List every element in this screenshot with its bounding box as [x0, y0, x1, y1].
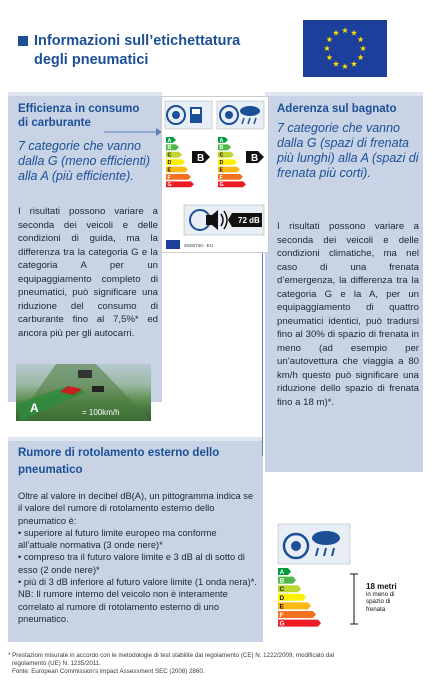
scale-letter-B: B — [219, 145, 224, 152]
scale-letter-A: A — [167, 137, 172, 144]
page-title — [34, 32, 274, 70]
eu-star — [326, 36, 332, 42]
road-image — [16, 364, 151, 421]
page-title-line1: Informazioni sull’etichettatura — [34, 33, 241, 49]
eu-star — [342, 27, 348, 33]
fuel-title: Efficienza in consumo di carburante — [18, 103, 140, 129]
wet-lead: 7 categorie che vanno dalla G (spazi di frenata più lunghi) alla A (spazi di frenata più corti). — [277, 121, 419, 180]
scale-letter-F: F — [279, 612, 284, 619]
noise-intro: Oltre al valore in decibel dB(A), un pittogramma indica se il valore del rumore di rotolamento esterno dello pneumatico è: — [18, 491, 254, 526]
eu-star — [333, 30, 339, 36]
scale-letter-C: C — [279, 586, 285, 594]
scale-letter-E: E — [279, 603, 284, 611]
scale-letter-G: G — [279, 620, 285, 628]
braking-desc-1: in meno di — [366, 591, 395, 598]
noise-bullet-2: • compreso tra il futuro valore limite e 3 dB al di sotto di esso (2 onde nere)* — [18, 552, 245, 575]
noise-body — [18, 490, 258, 625]
braking-desc-3: frenata — [366, 605, 386, 613]
scale-letter-E: E — [219, 167, 224, 174]
braking-distance: 18 metri — [366, 582, 397, 591]
fuel-arrow — [104, 110, 164, 140]
braking-graphic — [270, 520, 410, 640]
wet-title: Aderenza sul bagnato — [277, 103, 397, 115]
footnote-line1: * Prestazioni misurate in accordo con le metodologie di test stabilite dal regolamento (CE) N. 1222/2009, modificato dal — [8, 652, 335, 659]
road-graphic — [16, 364, 151, 421]
scale-letter-D: D — [219, 160, 224, 166]
scale-letter-F: F — [219, 174, 223, 181]
scale-letter-C: C — [219, 152, 224, 159]
eu-star — [358, 36, 364, 42]
tyre-label-graphic — [162, 97, 268, 252]
scale-letter-D: D — [279, 594, 285, 602]
eu-mini-flag — [166, 240, 180, 249]
eu-star — [324, 45, 330, 51]
eu-flag-stars — [303, 20, 387, 77]
eu-star — [358, 54, 364, 60]
eu-flag-icon — [303, 20, 387, 77]
noise-value-text: 72 dB — [238, 216, 260, 225]
scale-bar-F — [278, 611, 316, 618]
footnote-line2: regolamento (UE) N. 1235/2011. — [12, 660, 101, 668]
noise-bullet-3: • più di 3 dB inferiore al futuro valore limite (1 onda nera)*. — [18, 577, 257, 588]
braking-distance-image — [270, 520, 410, 640]
fuel-lead: 7 categorie che vanno dalla G (meno efficienti) alla A (più efficiente). — [18, 139, 151, 183]
scale-letter-A: A — [279, 569, 285, 576]
page-header — [0, 0, 433, 90]
scale-letter-B: B — [167, 145, 172, 152]
noise-title: Rumore di rotolamento esterno dello pneumatico — [18, 447, 220, 476]
title-square-icon — [18, 36, 28, 46]
label-code: 2020/740 - EU — [184, 243, 214, 248]
noise-panel — [8, 437, 263, 642]
road-speed-text: = 100km/h — [82, 408, 120, 417]
eu-star — [351, 61, 357, 67]
fuel-body: I risultati possono variare a seconda dei veicoli e delle condizioni di guida, ma la differenza tra la categoria G e la categoria A per un equipaggiamento completo di pneumatici, può significare una riduzione del consumo di carburante fino al 7,5%* ed ancora più per gli autocarri. — [18, 206, 158, 339]
road-class-letter: A — [30, 401, 39, 415]
scale-letter-G: G — [167, 182, 172, 189]
wet-class-letter: B — [251, 153, 259, 164]
eu-star — [333, 61, 339, 67]
wet-body: I risultati possono variare a seconda dei veicoli e delle condizioni climatiche, ma nel caso di una frenata d’emergenza, la differenza tra la categoria G e la A, per un equipaggiamento di quattro pneumatici identici, può tradursi fino al 30% di spazio di frenata in meno (ad esempio per un’autovettura che viaggia a 80 km/h questo può significare una riduzione dello spazio di frenata fino a 18 m)*. — [277, 221, 419, 408]
noise-bullet-1: • superiore al futuro limite europeo ma conforme all’attuale normativa (3 onde nere)* — [18, 527, 217, 551]
braking-text — [366, 582, 410, 613]
scale-letter-D: D — [167, 160, 172, 166]
scale-letter-G: G — [219, 182, 224, 189]
scale-letter-E: E — [167, 167, 172, 174]
eu-star — [351, 30, 357, 36]
scale-letter-F: F — [167, 174, 171, 181]
page-title-line2: degli pneumatici — [34, 52, 149, 68]
fuel-class-letter: B — [197, 153, 205, 164]
eu-star — [360, 45, 366, 51]
braking-desc-2: spazio di — [366, 598, 391, 606]
tyre-label-image — [161, 96, 269, 253]
eu-star — [326, 54, 332, 60]
scale-letter-C: C — [167, 152, 172, 159]
footnote — [8, 652, 423, 677]
wet-grip-panel — [265, 92, 423, 472]
eu-star — [342, 63, 348, 69]
scale-letter-B: B — [279, 577, 285, 585]
footnote-line3: Fonte: European Commission’s impact Assessment SEC (2008) 2860. — [12, 668, 205, 676]
noise-nb: NB: Il rumore interno del veicolo non è interamente correlato al rumore di rotolamento esterno di uno pneumatico. — [18, 589, 228, 624]
scale-letter-A: A — [219, 137, 224, 144]
